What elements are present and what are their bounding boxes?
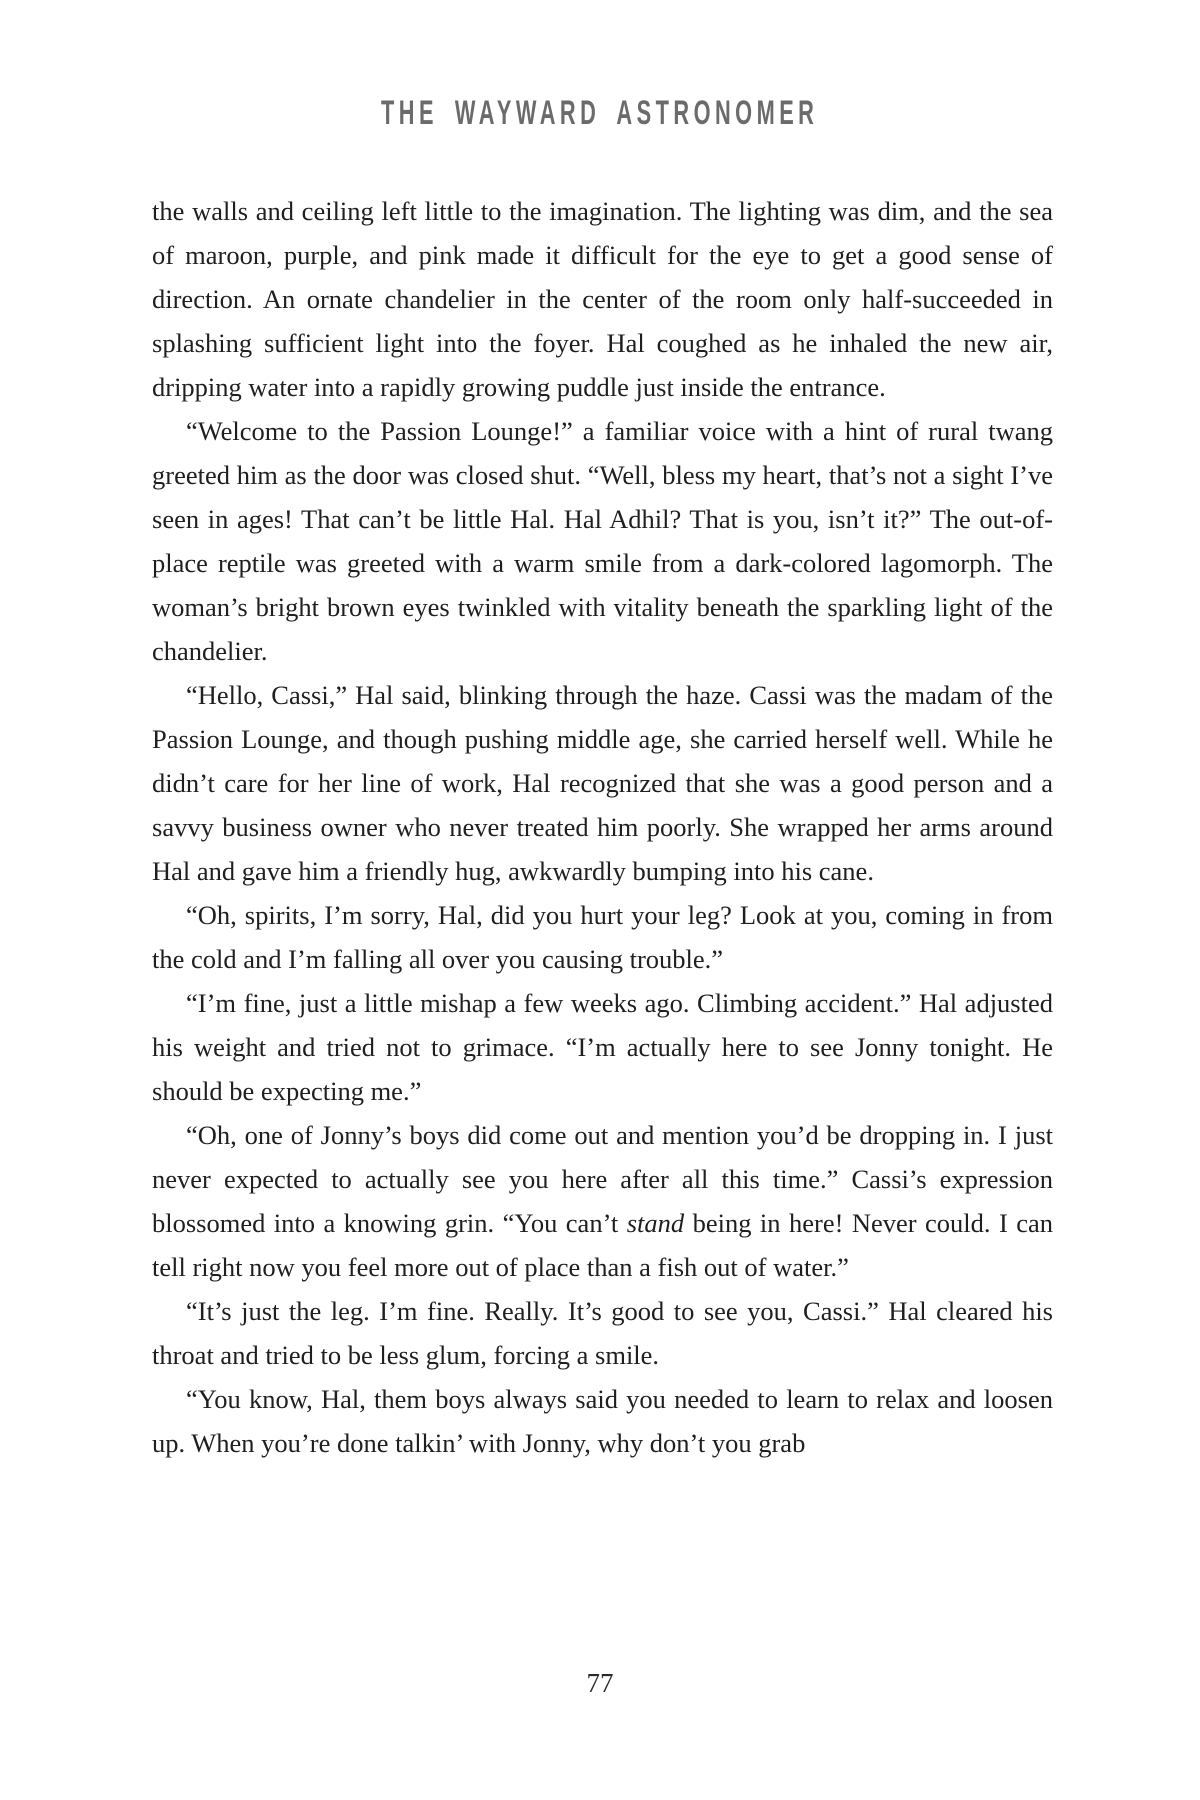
paragraph <box>152 981 1053 1113</box>
paragraph <box>152 893 1053 981</box>
text-run: “Oh, one of Jonny’s boys did come out and mention you’d be dropping in. I just never expected to actually see you here after all this time.” Cassi’s expression blossomed into a knowing grin. “You can’t <box>152 1120 1053 1238</box>
text-run: “Welcome to the Passion Lounge!” a familiar voice with a hint of rural twang greeted him as the door was closed shut. “Well, bless my heart, that’s not a sight I’ve seen in ages! That can’t be little Hal. Hal Adhil? That is you, isn’t it?” The out-of-place reptile was greeted with a warm smile from a dark-colored lagomorph. The woman’s bright brown eyes twinkled with vitality beneath the sparkling light of the chandelier. <box>152 416 1053 666</box>
text-run: “Oh, spirits, I’m sorry, Hal, did you hurt your leg? Look at you, coming in from the cold and I’m falling all over you causing trouble.” <box>152 900 1053 974</box>
body-text <box>152 189 1053 1465</box>
text-run: “I’m fine, just a little mishap a few weeks ago. Climbing accident.” Hal adjusted his weight and tried not to grimace. “I’m actually here to see Jonny tonight. He should be expecting me.” <box>152 988 1053 1106</box>
text-run: the walls and ceiling left little to the imagination. The lighting was dim, and the sea of maroon, purple, and pink made it difficult for the eye to get a good sense of direction. An ornate chandelier in the center of the room only half-succeeded in splashing sufficient light into the foyer. Hal coughed as he inhaled the new air, dripping water into a rapidly growing puddle just inside the entrance. <box>152 196 1053 402</box>
text-run: “You know, Hal, them boys always said you needed to learn to relax and loosen up. When you’re done talkin’ with Jonny, why don’t you grab <box>152 1384 1053 1458</box>
paragraph <box>152 189 1053 409</box>
book-title-header: THE WAYWARD ASTRONOMER <box>381 94 819 132</box>
page-number: 77 <box>586 1668 614 1698</box>
paragraph <box>152 673 1053 893</box>
text-run: being in here! Never could. I can tell right now you feel more out of place than a fish out of water.” <box>152 1208 1053 1282</box>
running-header <box>0 94 1200 133</box>
text-run: “Hello, Cassi,” Hal said, blinking through the haze. Cassi was the madam of the Passion Lounge, and though pushing middle age, she carried herself well. While he didn’t care for her line of work, Hal recognized that she was a good person and a savvy business owner who never treated him poorly. She wrapped her arms around Hal and gave him a friendly hug, awkwardly bumping into his cane. <box>152 680 1053 886</box>
text-run: “It’s just the leg. I’m fine. Really. It’s good to see you, Cassi.” Hal cleared his throat and tried to be less glum, forcing a smile. <box>152 1296 1053 1370</box>
paragraph <box>152 1113 1053 1289</box>
paragraph <box>152 409 1053 673</box>
paragraph <box>152 1289 1053 1377</box>
paragraph <box>152 1377 1053 1465</box>
emphasis-text-run: stand <box>626 1208 685 1238</box>
